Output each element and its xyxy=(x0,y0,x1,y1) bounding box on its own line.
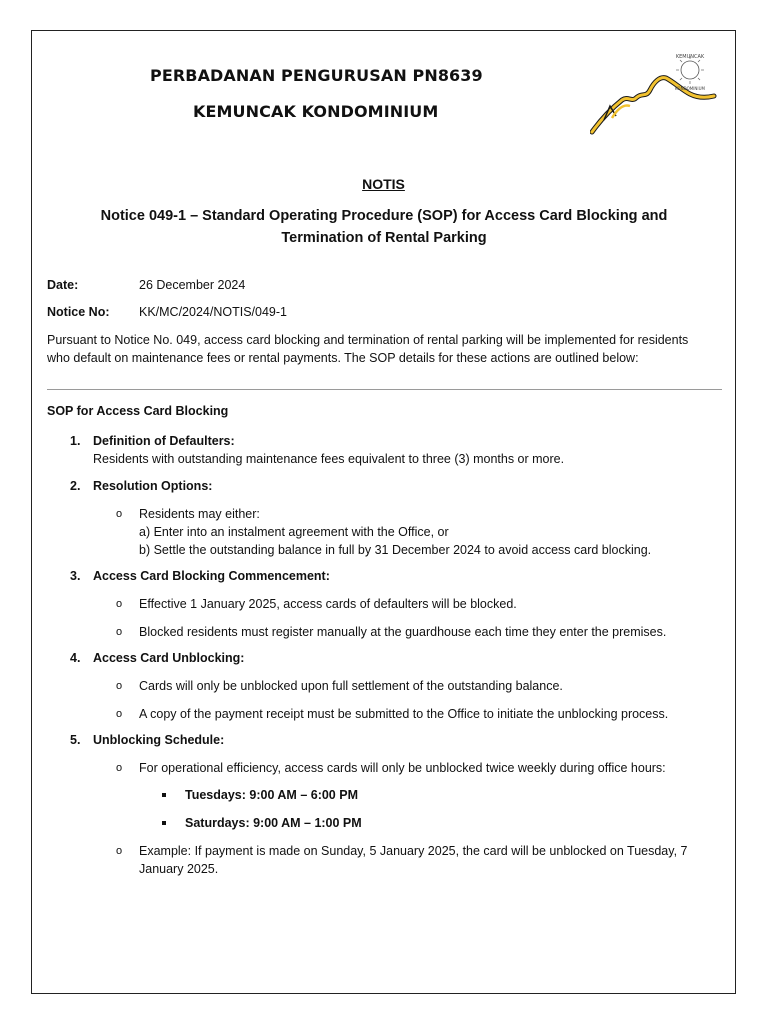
schedule-saturday: Saturdays: 9:00 AM – 1:00 PM xyxy=(185,816,362,830)
notice-title-line2: Termination of Rental Parking xyxy=(281,230,487,246)
bullet-text: b) Settle the outstanding balance in full by 31 December 2024 to avoid access card blocking. xyxy=(139,543,652,557)
item-text: Residents with outstanding maintenance fees equivalent to three (3) months or more. xyxy=(93,452,565,466)
bullet-marker: o xyxy=(116,598,123,610)
notice-title xyxy=(60,205,708,249)
item-title: Unblocking Schedule: xyxy=(93,733,225,747)
divider xyxy=(47,389,722,390)
item-number: 5. xyxy=(70,733,81,747)
example-text: Example: If payment is made on Sunday, 5 January 2025, the card will be unblocked on Tuesday, 7 xyxy=(139,844,688,858)
item-number: 2. xyxy=(70,479,81,493)
bullet-marker: o xyxy=(116,508,123,520)
bullet-marker: o xyxy=(116,708,123,720)
bullet-marker: o xyxy=(116,626,123,638)
square-bullet-icon xyxy=(162,793,166,797)
bullet-marker: o xyxy=(116,845,123,857)
notice-no-label: Notice No: xyxy=(47,305,110,319)
item-title: Access Card Unblocking: xyxy=(93,651,245,665)
example-text: January 2025. xyxy=(139,862,219,876)
bullet-text: a) Enter into an instalment agreement with the Office, or xyxy=(139,525,449,539)
item-number: 3. xyxy=(70,569,81,583)
item-number: 1. xyxy=(70,434,81,448)
item-title: Resolution Options: xyxy=(93,479,213,493)
date-label: Date: xyxy=(47,278,79,292)
intro-line1: Pursuant to Notice No. 049, access card blocking and termination of rental parking will be implemented for residents xyxy=(47,333,689,347)
date-value: 26 December 2024 xyxy=(139,278,246,292)
svg-text:KONDOMINIUM: KONDOMINIUM xyxy=(675,86,705,91)
bullet-text: For operational efficiency, access cards will only be unblocked twice weekly during office hours: xyxy=(139,761,666,775)
intro-line2: who default on maintenance fees or rental payments. The SOP details for these actions are outlined below: xyxy=(47,351,639,365)
item-title: Access Card Blocking Commencement: xyxy=(93,569,330,583)
kemuncak-logo xyxy=(590,50,720,138)
bullet-text: Blocked residents must register manually at the guardhouse each time they enter the premises. xyxy=(139,625,667,639)
intro-paragraph xyxy=(47,331,727,367)
condo-name: KEMUNCAK KONDOMINIUM xyxy=(193,102,439,121)
bullet-text: Effective 1 January 2025, access cards of defaulters will be blocked. xyxy=(139,597,517,611)
item-number: 4. xyxy=(70,651,81,665)
svg-text:KEMUNCAK: KEMUNCAK xyxy=(675,54,705,60)
bullet-marker: o xyxy=(116,762,123,774)
notice-heading: NOTIS xyxy=(362,176,405,192)
bullet-text: A copy of the payment receipt must be submitted to the Office to initiate the unblocking process. xyxy=(139,707,669,721)
bullet-text: Residents may either: xyxy=(139,507,260,521)
sop-heading: SOP for Access Card Blocking xyxy=(47,404,229,418)
bullet-text: Cards will only be unblocked upon full settlement of the outstanding balance. xyxy=(139,679,563,693)
notice-no-value: KK/MC/2024/NOTIS/049-1 xyxy=(139,305,287,319)
schedule-tuesday: Tuesdays: 9:00 AM – 6:00 PM xyxy=(185,788,358,802)
org-name: PERBADANAN PENGURUSAN PN8639 xyxy=(150,66,483,85)
notice-title-line1: Notice 049-1 – Standard Operating Procedure (SOP) for Access Card Blocking and xyxy=(100,208,668,224)
square-bullet-icon xyxy=(162,821,166,825)
bullet-marker: o xyxy=(116,680,123,692)
item-title: Definition of Defaulters: xyxy=(93,434,235,448)
